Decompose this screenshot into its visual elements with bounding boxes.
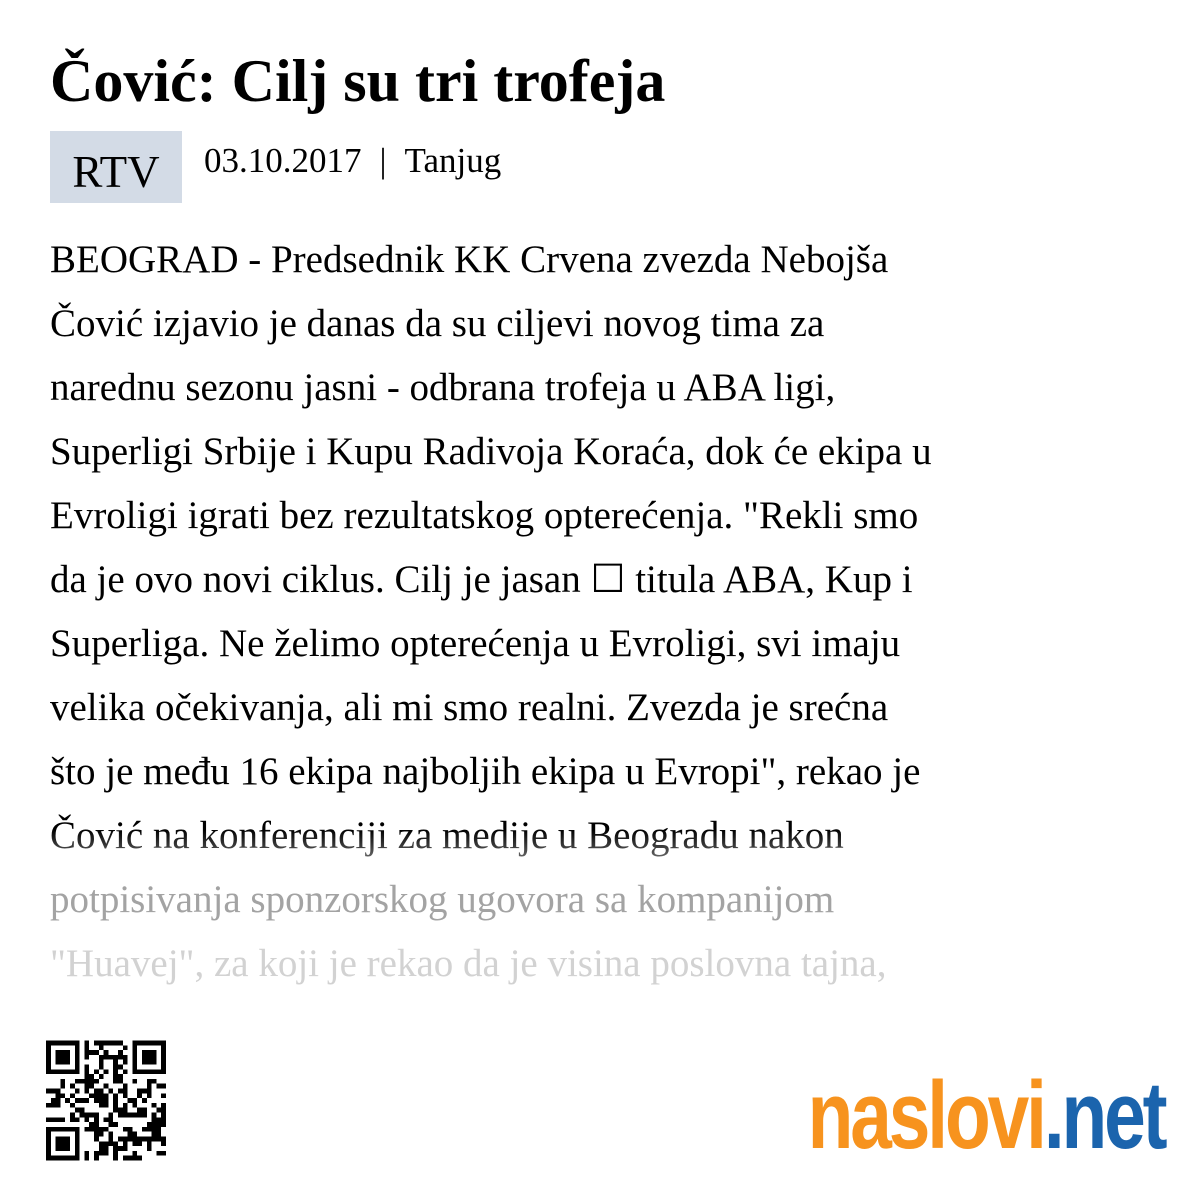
article-title: Čović: Cilj su tri trofeja bbox=[50, 48, 666, 114]
article-body-line: Superliga. Ne želimo opterećenja u Evroligi, svi imaju bbox=[50, 622, 901, 665]
meta-separator: | bbox=[379, 141, 387, 180]
qr-code-icon[interactable] bbox=[46, 1038, 166, 1163]
article-body-line: velika očekivanja, ali mi smo realni. Zvezda je srećna bbox=[50, 686, 889, 729]
article-body-line: potpisivanja sponzorskog ugovora sa kompanijom bbox=[50, 878, 835, 921]
article-agency: Tanjug bbox=[404, 141, 502, 180]
logo-part-net: .net bbox=[1043, 1062, 1164, 1169]
article-body-line: što je među 16 ekipa najboljih ekipa u Evropi", rekao je bbox=[50, 750, 921, 793]
article-meta bbox=[50, 131, 501, 203]
article-body-line: Čović na konferenciji za medije u Beogradu nakon bbox=[50, 804, 1160, 868]
article-meta-text bbox=[204, 141, 501, 181]
article-body-line: BEOGRAD - Predsednik KK Crvena zvezda Nebojša bbox=[50, 238, 889, 281]
logo-part-naslovi: naslovi bbox=[807, 1062, 1044, 1169]
naslovi-net-logo[interactable] bbox=[807, 1062, 1164, 1169]
article-body-line: Čović izjavio je danas da su ciljevi novog tima za bbox=[50, 302, 825, 345]
article-body-line: da je ovo novi ciklus. Cilj je jasan ☐ titula ABA, Kup i bbox=[50, 558, 913, 601]
source-badge: RTV bbox=[50, 131, 182, 203]
article-body-line: Evroligi igrati bez rezultatskog opterećenja. "Rekli smo bbox=[50, 494, 919, 537]
article-body bbox=[50, 228, 1160, 996]
article-date: 03.10.2017 bbox=[204, 141, 362, 180]
article-body-line: Superligi Srbije i Kupu Radivoja Koraća, dok će ekipa u bbox=[50, 430, 932, 473]
article-body-line: "Huavej", za koji je rekao da je visina poslovna tajna, bbox=[50, 942, 887, 985]
article-body-line: narednu sezonu jasni - odbrana trofeja u ABA ligi, bbox=[50, 366, 836, 409]
